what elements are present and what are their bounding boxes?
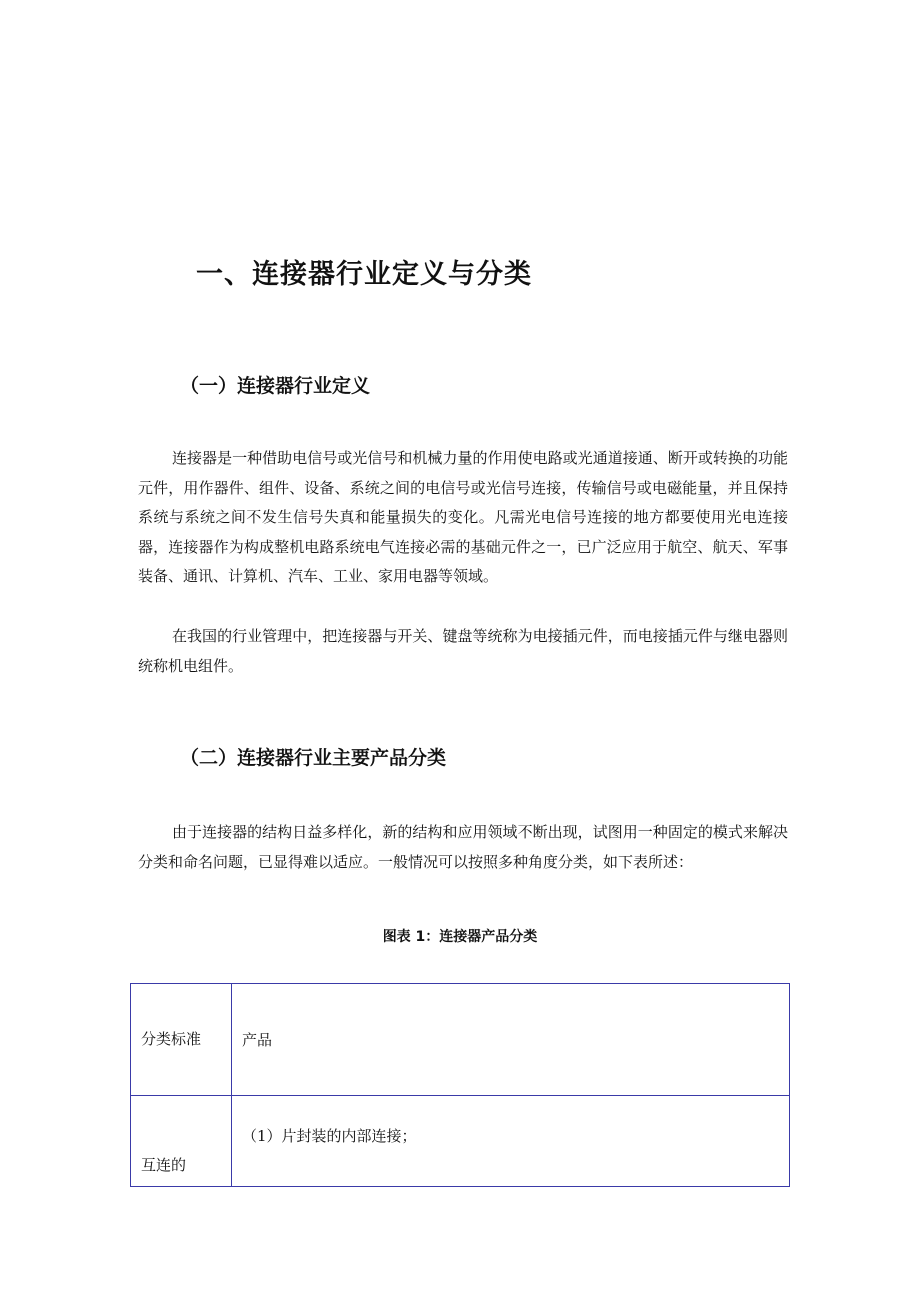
section-title: 一、连接器行业定义与分类: [196, 259, 532, 290]
paragraph-definition: 连接器是一种借助电信号或光信号和机械力量的作用使电路或光通道接通、断开或转换的功能元件，用作器件、组件、设备、系统之间的电信号或光信号连接，传输信号或电磁能量，并且保持系统与系统之间不发生信号失真和能量损失的变化。凡需光电信号连接的地方都要使用光电连接器，连接器作为构成整机电路系统电气连接必需的基础元件之一，已广泛应用于航空、航天、军事装备、通讯、计算机、汽车、工业、家用电器等领域。: [138, 449, 788, 585]
classification-table: [130, 983, 790, 1187]
table-header-row: [131, 984, 790, 1096]
table-header-cell: 产品: [232, 984, 790, 1096]
table-cell: 互连的: [131, 1096, 232, 1187]
paragraph-classification-intro: 由于连接器的结构日益多样化，新的结构和应用领域不断出现，试图用一种固定的模式来解决分类和命名问题，已显得难以适应。一般情况可以按照多种角度分类，如下表所述：: [138, 823, 788, 871]
table-cell: （1）片封装的内部连接；: [232, 1096, 790, 1187]
subsection-title-definition: （一）连接器行业定义: [180, 375, 371, 397]
subsection-title-classification: （二）连接器行业主要产品分类: [180, 747, 447, 769]
table-header-cell: 分类标准: [131, 984, 232, 1096]
table-row: [131, 1096, 790, 1187]
paragraph-industry-management: 在我国的行业管理中，把连接器与开关、键盘等统称为电接插元件，而电接插元件与继电器则统称机电组件。: [138, 627, 788, 675]
figure-caption: 图表 1：连接器产品分类: [382, 929, 538, 945]
